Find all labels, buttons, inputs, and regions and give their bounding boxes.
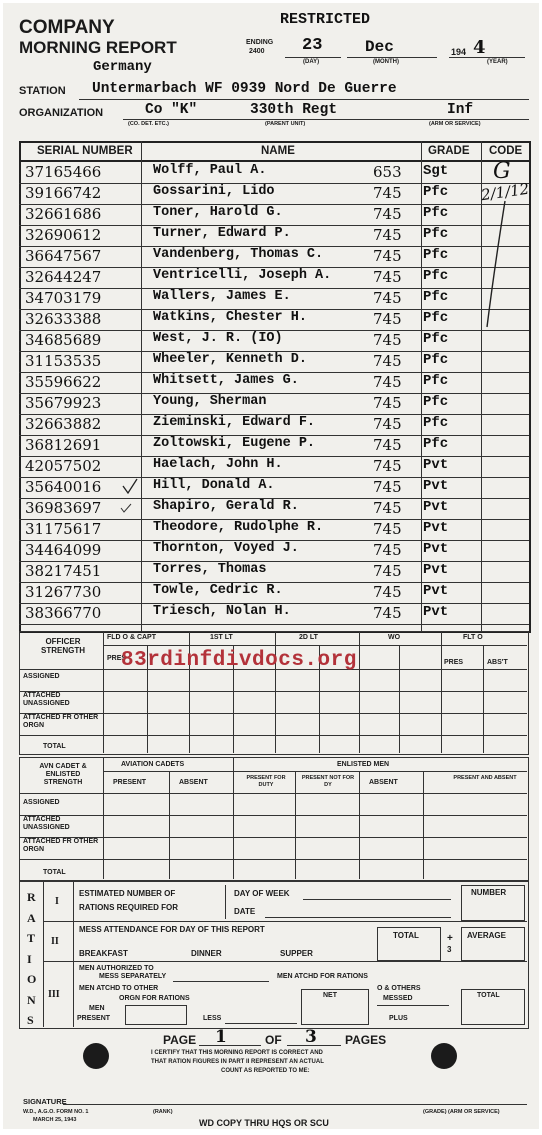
row-separator: [19, 435, 529, 436]
col-code-header: CODE: [489, 145, 523, 157]
mos-code: 745: [373, 583, 402, 601]
soldier-name: Toner, Harold G.: [153, 205, 283, 220]
grade: Pvt: [423, 478, 449, 494]
grade: Pfc: [423, 205, 449, 221]
form-number: W.D., A.G.O. FORM NO. 1: [23, 1109, 89, 1115]
grade: Pfc: [423, 247, 449, 263]
rations-letter: S: [27, 1013, 34, 1027]
total2-label: TOTAL: [477, 992, 500, 999]
mos-code: 745: [373, 226, 402, 244]
station-label: STATION: [19, 85, 66, 97]
net-label: NET: [323, 992, 337, 999]
men-present-line2: PRESENT: [77, 1015, 111, 1022]
grade: Pvt: [423, 604, 449, 620]
table-row: [3, 562, 539, 583]
serial-number: 34685689: [25, 331, 102, 349]
serial-number: 38217451: [25, 562, 102, 580]
mos-code: 745: [373, 436, 402, 454]
mos-code: 745: [373, 604, 402, 622]
grade: Pfc: [423, 436, 449, 452]
row-separator: [19, 309, 529, 310]
soldier-name: Wolff, Paul A.: [153, 163, 267, 178]
grade: Pfc: [423, 331, 449, 347]
officer-strength-label: OFFICER STRENGTH: [41, 637, 85, 655]
mos-code: 745: [373, 352, 402, 370]
morning-report-form: [3, 3, 539, 1129]
officer-col-2lt: 2D LT: [299, 634, 318, 641]
soldier-name: Zoltowski, Eugene P.: [153, 436, 316, 451]
watermark-url: 83rdinfdivdocs.org: [121, 649, 357, 672]
row-separator: [19, 582, 529, 583]
number-label: NUMBER: [471, 888, 507, 897]
enlisted-present-duty: PRESENT FOR DUTY: [246, 775, 286, 788]
soldier-name: Triesch, Nolan H.: [153, 604, 291, 619]
men-authorized-line1: MEN AUTHORIZED TO: [79, 965, 154, 972]
mos-code: 745: [373, 247, 402, 265]
soldier-name: Hill, Donald A.: [153, 478, 275, 493]
estimated-rations-line2: RATIONS REQUIRED FOR: [79, 903, 178, 912]
mos-code: 745: [373, 331, 402, 349]
mos-code: 745: [373, 415, 402, 433]
table-row: [3, 163, 539, 184]
form-title-morning-report: MORNING REPORT: [19, 38, 177, 57]
wd-copy-note: WD COPY THRU HQS OR SCU: [199, 1118, 329, 1128]
serial-number: 32633388: [25, 310, 102, 328]
serial-number: 36812691: [25, 436, 102, 454]
officer-col-flt: FLT O: [463, 634, 483, 641]
grade: Pvt: [423, 499, 449, 515]
mos-code: 745: [373, 457, 402, 475]
enlisted-present-not-duty: PRESENT NOT FOR DY: [301, 775, 355, 788]
code-mark-date: 2/1/12: [479, 179, 531, 205]
soldier-name: Ventricelli, Joseph A.: [153, 268, 332, 283]
row-separator: [19, 498, 529, 499]
table-row: [3, 478, 539, 499]
month-caption: (MONTH): [373, 59, 399, 65]
table-row: [3, 541, 539, 562]
officer-abs-flt: ABS'T: [487, 659, 508, 666]
row-separator: [19, 519, 529, 520]
row-separator: [19, 561, 529, 562]
rank-caption: (RANK): [153, 1109, 173, 1115]
officer-pres-flt: PRES: [444, 659, 464, 666]
rations-letter: O: [27, 972, 37, 986]
row-separator: [19, 603, 529, 604]
row-separator: [19, 456, 529, 457]
serial-number: 34703179: [25, 289, 102, 307]
rations-vertical-label: [27, 887, 37, 1031]
parent-caption: (PARENT UNIT): [265, 121, 306, 127]
serial-number: 38366770: [25, 604, 102, 622]
rations-section-3: III: [48, 989, 60, 1000]
rations-letter: I: [27, 951, 32, 966]
mess-attendance-label: MESS ATTENDANCE FOR DAY OF THIS REPORT: [79, 925, 265, 934]
grade: Pfc: [423, 373, 449, 389]
soldier-name: Wheeler, Kenneth D.: [153, 352, 307, 367]
form-title-company: COMPANY: [19, 17, 115, 38]
grade: Pfc: [423, 268, 449, 284]
grade: Pfc: [423, 289, 449, 305]
certify-line3: COUNT AS REPORTED TO ME:: [221, 1068, 310, 1074]
grade: Pfc: [423, 310, 449, 326]
mos-code: 745: [373, 478, 402, 496]
table-row: [3, 394, 539, 415]
rations-letter: R: [27, 890, 36, 904]
table-row: [3, 436, 539, 457]
men-authorized-line2: MESS SEPARATELY: [99, 973, 167, 980]
table-row: [3, 226, 539, 247]
soldier-name: Wallers, James E.: [153, 289, 291, 304]
enlisted-row-attached-other: ATTACHED FR OTHER ORGN: [23, 838, 99, 853]
organization-label: ORGANIZATION: [19, 107, 104, 119]
soldier-name: Turner, Edward P.: [153, 226, 291, 241]
table-row: [3, 310, 539, 331]
soldier-name: Shapiro, Gerald R.: [153, 499, 299, 514]
check-mark-icon: [121, 477, 139, 497]
soldier-name: West, J. R. (IO): [153, 331, 283, 346]
pages-total: 3: [305, 1027, 317, 1047]
table-row: [3, 457, 539, 478]
mos-code: 745: [373, 562, 402, 580]
serial-number: 36983697: [25, 499, 102, 517]
row-separator: [19, 267, 529, 268]
serial-number: 32663882: [25, 415, 102, 433]
row-separator: [19, 288, 529, 289]
table-row: [3, 499, 539, 520]
date-label: DATE: [234, 907, 256, 916]
report-month: Dec: [365, 38, 394, 56]
table-row: [3, 415, 539, 436]
table-row: [3, 247, 539, 268]
of-label: OF: [265, 1033, 282, 1047]
officer-row-attached-unassigned: ATTACHED UNASSIGNED: [23, 692, 70, 707]
serial-number: 32644247: [25, 268, 102, 286]
rations-letter: A: [27, 910, 36, 925]
estimated-rations-line1: ESTIMATED NUMBER OF: [79, 889, 176, 898]
year-caption: (YEAR): [487, 59, 508, 65]
row-separator: [19, 246, 529, 247]
arm-value: Inf: [447, 102, 474, 118]
table-row: [3, 205, 539, 226]
code-mark-g: G: [493, 159, 511, 184]
rations-letter: N: [27, 992, 36, 1007]
total-label: TOTAL: [393, 931, 419, 940]
officer-col-1lt: 1ST LT: [210, 634, 233, 641]
plus-label: PLUS: [389, 1015, 408, 1022]
day-caption: (DAY): [303, 59, 320, 65]
serial-number: 35679923: [25, 394, 102, 412]
grade: Pvt: [423, 562, 449, 578]
country: Germany: [93, 59, 152, 75]
report-day: 23: [302, 36, 323, 55]
officer-pres-1: PRES: [107, 655, 127, 662]
enlisted-absent: ABSENT: [369, 779, 398, 786]
col-grade-header: GRADE: [428, 145, 470, 157]
table-row: [3, 520, 539, 541]
mos-code: 745: [373, 499, 402, 517]
enlisted-row-attached-unassigned: ATTACHED UNASSIGNED: [23, 816, 70, 831]
officer-row-assigned: ASSIGNED: [23, 673, 60, 680]
serial-number: 39166742: [25, 184, 102, 202]
serial-number: 34464099: [25, 541, 102, 559]
soldier-name: Whitsett, James G.: [153, 373, 299, 388]
day-of-week-label: DAY OF WEEK: [234, 889, 290, 898]
less-label: LESS: [203, 1015, 222, 1022]
table-row: [3, 184, 539, 205]
col-name-header: NAME: [261, 145, 295, 157]
check-mark-small-icon: [119, 501, 133, 515]
table-row: [3, 373, 539, 394]
serial-number: 31267730: [25, 583, 102, 601]
grade: Sgt: [423, 163, 449, 179]
supper-label: SUPPER: [280, 949, 313, 958]
serial-number: 32661686: [25, 205, 102, 223]
mos-code: 745: [373, 289, 402, 307]
company-value: Co "K": [145, 102, 198, 118]
average-label: AVERAGE: [467, 931, 506, 940]
row-separator: [19, 477, 529, 478]
mos-code: 653: [373, 163, 402, 181]
pages-label: PAGES: [345, 1033, 387, 1047]
officer-col-wo: WO: [388, 634, 401, 641]
binder-hole-right-icon: [431, 1043, 457, 1069]
o-and-others-line1: O & OTHERS: [377, 985, 421, 992]
station-value: Untermarbach WF 0939 Nord De Guerre: [92, 81, 397, 97]
restricted-stamp: RESTRICTED: [280, 11, 371, 28]
grade: Pfc: [423, 352, 449, 368]
enlisted-present-and-absent: PRESENT AND ABSENT: [453, 775, 517, 781]
men-present-line1: MEN: [89, 1005, 105, 1012]
soldier-name: Theodore, Rudolphe R.: [153, 520, 324, 535]
enlisted-men-header: ENLISTED MEN: [337, 761, 390, 768]
cadets-absent: ABSENT: [179, 779, 208, 786]
table-row: [3, 289, 539, 310]
aviation-cadets-header: AVIATION CADETS: [121, 761, 185, 768]
serial-number: 31175617: [25, 520, 102, 538]
soldier-name: Gossarini, Lido: [153, 184, 275, 199]
mos-code: 745: [373, 520, 402, 538]
signature-label: SIGNATURE: [23, 1097, 67, 1106]
certify-line1: I CERTIFY THAT THIS MORNING REPORT IS CORRECT AND: [151, 1050, 323, 1056]
grade: Pfc: [423, 415, 449, 431]
officer-col-fld: FLD O & CAPT: [107, 634, 156, 641]
form-date: MARCH 25, 1943: [33, 1117, 77, 1123]
year-prefix: 194: [451, 47, 467, 57]
plus-sign: +: [447, 933, 453, 944]
serial-number: 31153535: [25, 352, 102, 370]
dinner-label: DINNER: [191, 949, 222, 958]
row-separator: [19, 393, 529, 394]
grade: Pfc: [423, 394, 449, 410]
grade: Pvt: [423, 457, 449, 473]
row-separator: [19, 351, 529, 352]
soldier-name: Towle, Cedric R.: [153, 583, 283, 598]
men-atchd-other-line2: ORGN FOR RATIONS: [119, 995, 190, 1002]
serial-number: 35596622: [25, 373, 102, 391]
mos-code: 745: [373, 394, 402, 412]
mos-code: 745: [373, 541, 402, 559]
rations-section-2: II: [51, 936, 59, 947]
year-digit: 4: [473, 37, 486, 58]
serial-number: 36647567: [25, 247, 102, 265]
ending-label: ENDING: [246, 39, 274, 46]
rations-letter: T: [27, 931, 36, 945]
regiment-value: 330th Regt: [250, 102, 338, 118]
grade: Pvt: [423, 541, 449, 557]
code-bracket-mark: [483, 199, 513, 329]
grade: Pfc: [423, 226, 449, 242]
row-separator: [19, 414, 529, 415]
co-caption: (CO. DET. ETC.): [128, 121, 169, 127]
rations-section-1: I: [55, 896, 59, 907]
grade: Pvt: [423, 520, 449, 536]
serial-number: 32690612: [25, 226, 102, 244]
binder-hole-left-icon: [83, 1043, 109, 1069]
row-separator: [19, 372, 529, 373]
row-separator: [19, 540, 529, 541]
men-atchd-for-rations: MEN ATCHD FOR RATIONS: [277, 973, 368, 980]
row-separator: [19, 204, 529, 205]
mos-code: 745: [373, 373, 402, 391]
grade-arm-caption: (GRADE) (ARM OR SERVICE): [423, 1109, 500, 1115]
soldier-name: Haelach, John H.: [153, 457, 283, 472]
soldier-name: Thornton, Voyed J.: [153, 541, 299, 556]
serial-number: 35640016: [25, 478, 102, 496]
arm-caption: (ARM OR SERVICE): [429, 121, 481, 127]
serial-number: 42057502: [25, 457, 102, 475]
o-and-others-line2: MESSED: [383, 995, 413, 1002]
row-separator: [19, 330, 529, 331]
grade: Pvt: [423, 583, 449, 599]
row-separator: [19, 183, 529, 184]
soldier-name: Zieminski, Edward F.: [153, 415, 316, 430]
enlisted-row-total: TOTAL: [43, 869, 66, 876]
soldier-name: Young, Sherman: [153, 394, 267, 409]
mos-code: 745: [373, 310, 402, 328]
enlisted-row-assigned: ASSIGNED: [23, 799, 60, 806]
cadets-present: PRESENT: [113, 779, 147, 786]
table-row: [3, 604, 539, 625]
table-row: [3, 331, 539, 352]
soldier-name: Watkins, Chester H.: [153, 310, 307, 325]
page-label: PAGE: [163, 1033, 197, 1047]
row-separator: [19, 624, 529, 625]
mos-code: 745: [373, 268, 402, 286]
mos-code: 745: [373, 205, 402, 223]
soldier-name: Torres, Thomas: [153, 562, 267, 577]
enlisted-strength-label: AVN CADET & ENLISTED STRENGTH: [39, 763, 87, 786]
mos-code: 745: [373, 184, 402, 202]
ending-hour: 2400: [249, 48, 265, 55]
breakfast-label: BREAKFAST: [79, 949, 128, 958]
officer-row-attached-other: ATTACHED FR OTHER ORGN: [23, 714, 99, 729]
row-separator: [19, 225, 529, 226]
table-row: [3, 583, 539, 604]
col-serial-header: SERIAL NUMBER: [37, 145, 133, 157]
certify-line2: THAT RATION FIGURES IN PART II REPRESENT AN ACTUAL: [151, 1059, 324, 1065]
page-number: 1: [215, 1027, 227, 1047]
divide-three: 3: [447, 945, 452, 954]
soldier-name: Vandenberg, Thomas C.: [153, 247, 324, 262]
table-row: [3, 268, 539, 289]
table-row: [3, 352, 539, 373]
men-atchd-other-line1: MEN ATCHD TO OTHER: [79, 985, 159, 992]
grade: Pfc: [423, 184, 449, 200]
officer-row-total: TOTAL: [43, 743, 66, 750]
serial-number: 37165466: [25, 163, 102, 181]
